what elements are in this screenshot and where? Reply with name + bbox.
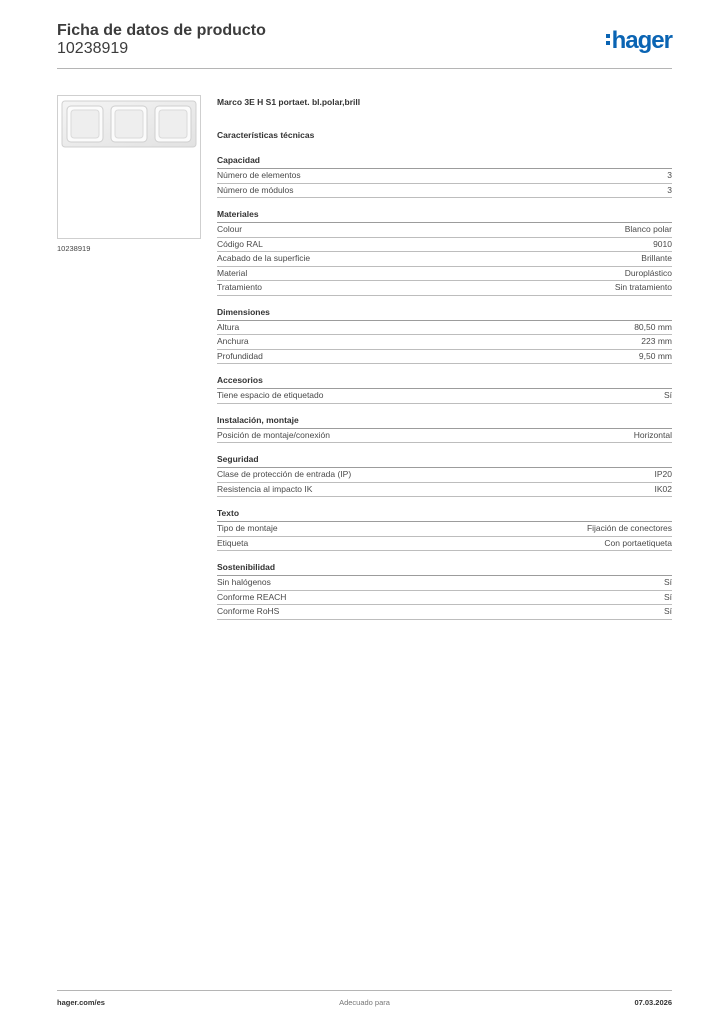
footer-date: 07.03.2026 (634, 998, 672, 1007)
spec-label: Acabado de la superficie (217, 253, 311, 263)
section-title: Sostenibilidad (217, 561, 672, 576)
spec-row (217, 321, 672, 336)
header-divider (57, 68, 672, 69)
spec-value: 80,50 mm (634, 321, 672, 332)
product-image (57, 95, 201, 239)
section-title: Capacidad (217, 154, 672, 169)
spec-value: 3 (667, 170, 672, 180)
spec-row (217, 281, 672, 296)
page-footer (57, 998, 672, 1010)
section-title: Instalación, montaje (217, 414, 672, 429)
spec-value: IP20 (654, 469, 672, 479)
document-title: Ficha de datos de producto (57, 22, 266, 39)
spec-value: Duroplástico (624, 267, 672, 278)
section-seguridad (217, 453, 672, 497)
spec-row (217, 522, 672, 537)
spec-value: 223 mm (641, 336, 672, 346)
spec-label: Colour (217, 224, 243, 234)
product-name: Marco 3E H S1 portaet. bl.polar,brill (217, 97, 361, 107)
spec-row (217, 184, 672, 199)
spec-label: Conforme RoHS (217, 606, 280, 616)
spec-row (217, 468, 672, 483)
section-title: Materiales (217, 208, 672, 223)
section-title: Texto (217, 507, 672, 522)
spec-row (217, 252, 672, 267)
spec-label: Tipo de montaje (217, 523, 278, 533)
spec-value: Sí (663, 606, 672, 616)
section-texto (217, 507, 672, 551)
spec-row (217, 169, 672, 184)
section-title: Seguridad (217, 453, 672, 468)
datasheet-content (217, 96, 672, 620)
spec-value: 9,50 mm (638, 350, 672, 361)
hager-logo (606, 28, 672, 54)
spec-row (217, 335, 672, 350)
logo-dots-icon (606, 33, 610, 47)
spec-value: 9010 (653, 238, 672, 249)
page-header (57, 22, 672, 70)
spec-row (217, 223, 672, 238)
logo-wordmark: hager (611, 27, 672, 54)
product-number: 10238919 (57, 40, 129, 57)
spec-value: Sí (663, 577, 672, 587)
spec-value: Fijación de conectores (586, 523, 672, 533)
product-image-caption: 10238919 (57, 244, 91, 253)
spec-value: Horizontal (633, 429, 672, 440)
spec-label: Etiqueta (217, 537, 249, 548)
spec-label: Conforme REACH (217, 591, 287, 602)
spec-row (217, 605, 672, 620)
technical-characteristics-heading: Características técnicas (217, 130, 315, 140)
spec-value: Sí (663, 591, 672, 602)
spec-value: Sin tratamiento (614, 282, 672, 292)
triple-frame-illustration-icon (58, 96, 200, 238)
spec-row (217, 238, 672, 253)
spec-label: Profundidad (217, 350, 263, 361)
spec-row (217, 576, 672, 591)
spec-value: Sí (663, 390, 672, 400)
section-capacidad (217, 154, 672, 198)
section-materiales (217, 208, 672, 296)
section-instalacion-montaje (217, 414, 672, 444)
spec-label: Sin halógenos (217, 577, 271, 587)
section-sostenibilidad (217, 561, 672, 620)
spec-label: Código RAL (217, 238, 263, 249)
spec-row (217, 591, 672, 606)
spec-label: Altura (217, 321, 240, 332)
spec-row (217, 389, 672, 404)
spec-label: Material (217, 267, 248, 278)
spec-value: Blanco polar (624, 224, 672, 234)
spec-label: Posición de montaje/conexión (217, 429, 330, 440)
spec-row (217, 350, 672, 365)
spec-row (217, 537, 672, 552)
section-accesorios (217, 374, 672, 404)
spec-row (217, 483, 672, 498)
spec-row (217, 429, 672, 444)
section-title: Dimensiones (217, 306, 672, 321)
spec-value: 3 (667, 184, 672, 195)
section-dimensiones (217, 306, 672, 365)
spec-label: Resistencia al impacto IK (217, 483, 313, 494)
footer-divider (57, 990, 672, 991)
spec-label: Clase de protección de entrada (IP) (217, 469, 352, 479)
spec-label: Número de módulos (217, 184, 294, 195)
spec-value: IK02 (654, 483, 672, 494)
footer-center-text: Adecuado para (339, 998, 390, 1007)
spec-value: Con portaetiqueta (604, 537, 672, 548)
spec-label: Tiene espacio de etiquetado (217, 390, 324, 400)
spec-label: Anchura (217, 336, 249, 346)
spec-label: Número de elementos (217, 170, 301, 180)
spec-row (217, 267, 672, 282)
spec-value: Brillante (641, 253, 672, 263)
section-title: Accesorios (217, 374, 672, 389)
footer-website-link[interactable]: hager.com/es (57, 998, 105, 1007)
spec-label: Tratamiento (217, 282, 263, 292)
